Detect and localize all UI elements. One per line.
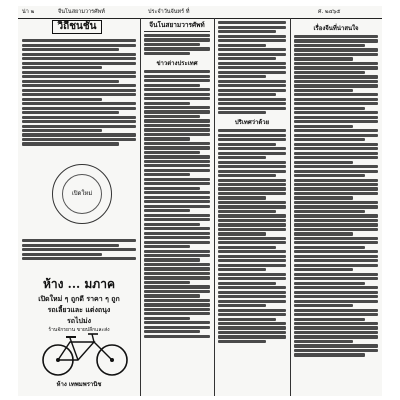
masthead-title: วิถีชนชั้น: [57, 21, 97, 32]
ad-small-text: ร้านจักรยาน ขายปลีกและส่ง: [48, 327, 110, 333]
column-rule: [290, 18, 291, 396]
newspaper-name: จีนโนสยามวารศัพท์: [58, 9, 105, 15]
page-header: [18, 6, 382, 19]
ad-headline: ห้าง ... มภาค: [43, 277, 115, 291]
newspaper-page: [18, 6, 382, 396]
ad-line-3: รถไปม่ง: [67, 316, 91, 325]
column-rule: [140, 18, 141, 396]
column-rule: [214, 18, 215, 396]
bicycle-icon: [40, 328, 130, 378]
column-2: [144, 20, 210, 394]
column-3: [218, 20, 286, 394]
column-2-subheading: ข่าวต่างประเทศ: [156, 60, 198, 68]
stamp-label: เปิดใหม่: [71, 190, 93, 197]
ad-footer: ห้าง เทพมพรานิช: [56, 381, 102, 388]
issue-date: ประจำวันจันทร์ ที่: [148, 9, 190, 15]
ad-line-1: เปิดใหม่ ๆ ถูกดี ราคา ๆ ถูก: [38, 294, 120, 303]
column-1-caption: [22, 238, 136, 272]
column-2-heading: จีนโนสยามวารศัพท์: [144, 20, 210, 32]
column-1-text: [22, 38, 136, 158]
page-number: น่า ๒: [22, 9, 35, 15]
column-4-subheading: เรื่องจีนที่น่าสนใจ: [313, 25, 359, 32]
ad-line-2: รถเลี้ยวและ แต่งถนุง: [47, 305, 111, 314]
column-4: [294, 20, 378, 394]
year: ศ. ๒๔๖๕: [318, 9, 341, 15]
column-3-subheading: ปริเทศว่าด้วย: [234, 119, 270, 127]
